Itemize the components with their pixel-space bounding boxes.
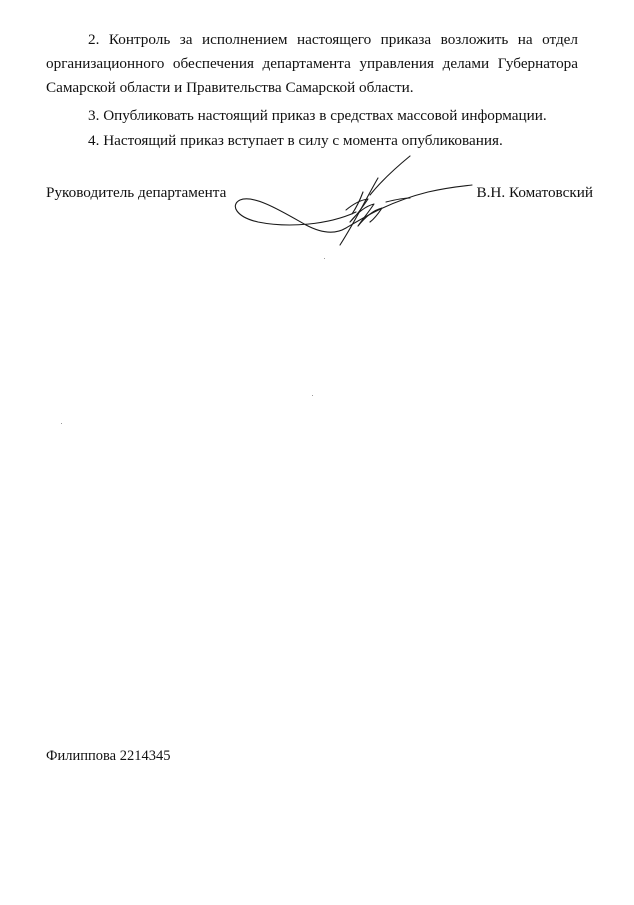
signatory-position: Руководитель департамента (46, 184, 227, 201)
scan-speck (324, 258, 325, 259)
paragraph-4: 4. Настоящий приказ вступает в силу с момента опубликования. (88, 132, 503, 149)
paragraph-3: 3. Опубликовать настоящий приказ в средствах массовой информации. (88, 107, 547, 124)
scan-speck (312, 395, 313, 396)
executor-contact: Филиппова 2214345 (46, 748, 171, 764)
scan-speck (61, 423, 62, 424)
handwritten-signature (228, 150, 478, 265)
signatory-name: В.Н. Коматовский (476, 184, 593, 201)
paragraph-2: 2. Контроль за исполнением настоящего приказа возложить на отдел организационного обеспечения департамента управления делами Губернатора Самарской области и Правительства Самарской области. (46, 31, 578, 96)
